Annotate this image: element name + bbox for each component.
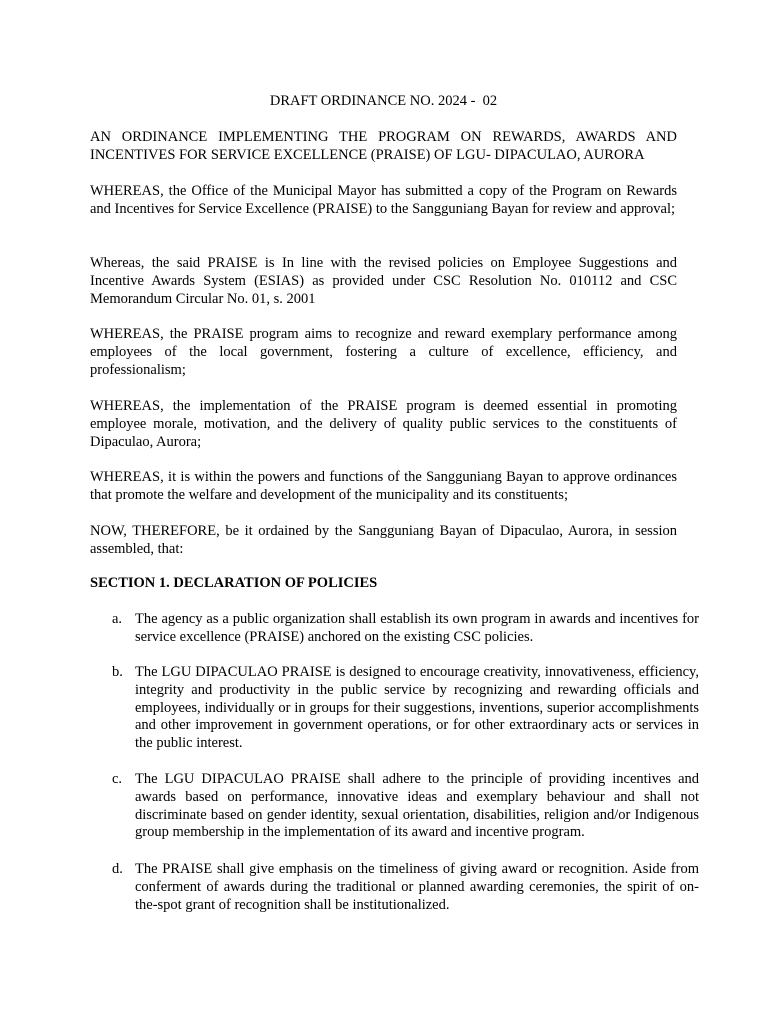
whereas-clause: WHEREAS, the implementation of the PRAISE program is deemed essential in promoting employee morale, motivation, and the delivery of quality public services to the constituents of Dipaculao, Aurora; bbox=[90, 398, 677, 450]
whereas-clause: WHEREAS, the Office of the Municipal Mayor has submitted a copy of the Program on Rewards and Incentives for Service Excellence (PRAISE) to the Sangguniang Bayan for review and approval; bbox=[90, 183, 677, 217]
whereas-clause: Whereas, the said PRAISE is In line with the revised policies on Employee Suggestions and Incentive Awards System (ESIAS) as provided under CSC Resolution No. 010112 and CSC Memorandum Circular No. 01, s. 2001 bbox=[90, 255, 677, 307]
document-title: DRAFT ORDINANCE NO. 2024 - 02 bbox=[269, 93, 498, 109]
ordinance-subject: AN ORDINANCE IMPLEMENTING THE PROGRAM ON REWARDS, AWARDS AND INCENTIVES FOR SERVICE EXCELLENCE (PRAISE) OF LGU- DIPACULAO, AURORA bbox=[90, 129, 677, 163]
list-marker: c. bbox=[112, 771, 123, 787]
list-marker: a. bbox=[112, 611, 123, 627]
list-item-text: The LGU DIPACULAO PRAISE shall adhere to the principle of providing incentives and awards based on performance, innovative ideas and exemplary behaviour and shall not discriminate based on gender identity, sexual orientation, disabilities, religion and/or Indigenous group membership in the implementation of its award and incentive program. bbox=[135, 771, 699, 841]
list-item-text: The LGU DIPACULAO PRAISE is designed to encourage creativity, innovativeness, efficiency, integrity and productivity in the public service by recognizing and rewarding officials and employees, individually or in groups for their suggestions, inventions, superior accomplishments and other improvement in government operations, or for other extraordinary acts or services in the public interest. bbox=[135, 664, 699, 752]
list-item-text: The PRAISE shall give emphasis on the timeliness of giving award or recognition. Aside from conferment of awards during the traditional or planned awarding ceremonies, the spirit of on-the-spot grant of recognition shall be institutionalized. bbox=[135, 861, 699, 913]
list-item-text: The agency as a public organization shall establish its own program in awards and incentives for service excellence (PRAISE) anchored on the existing CSC policies. bbox=[135, 611, 699, 645]
section-heading: SECTION 1. DECLARATION OF POLICIES bbox=[90, 575, 378, 591]
list-marker: d. bbox=[112, 861, 123, 877]
whereas-clause: WHEREAS, it is within the powers and functions of the Sangguniang Bayan to approve ordinances that promote the welfare and development of the municipality and its constituents; bbox=[90, 469, 677, 503]
whereas-clause: WHEREAS, the PRAISE program aims to recognize and reward exemplary performance among employees of the local government, fostering a culture of excellence, efficiency, and professionalism; bbox=[90, 326, 677, 378]
list-marker: b. bbox=[112, 664, 123, 680]
enacting-clause: NOW, THEREFORE, be it ordained by the Sangguniang Bayan of Dipaculao, Aurora, in session assembled, that: bbox=[90, 523, 677, 557]
